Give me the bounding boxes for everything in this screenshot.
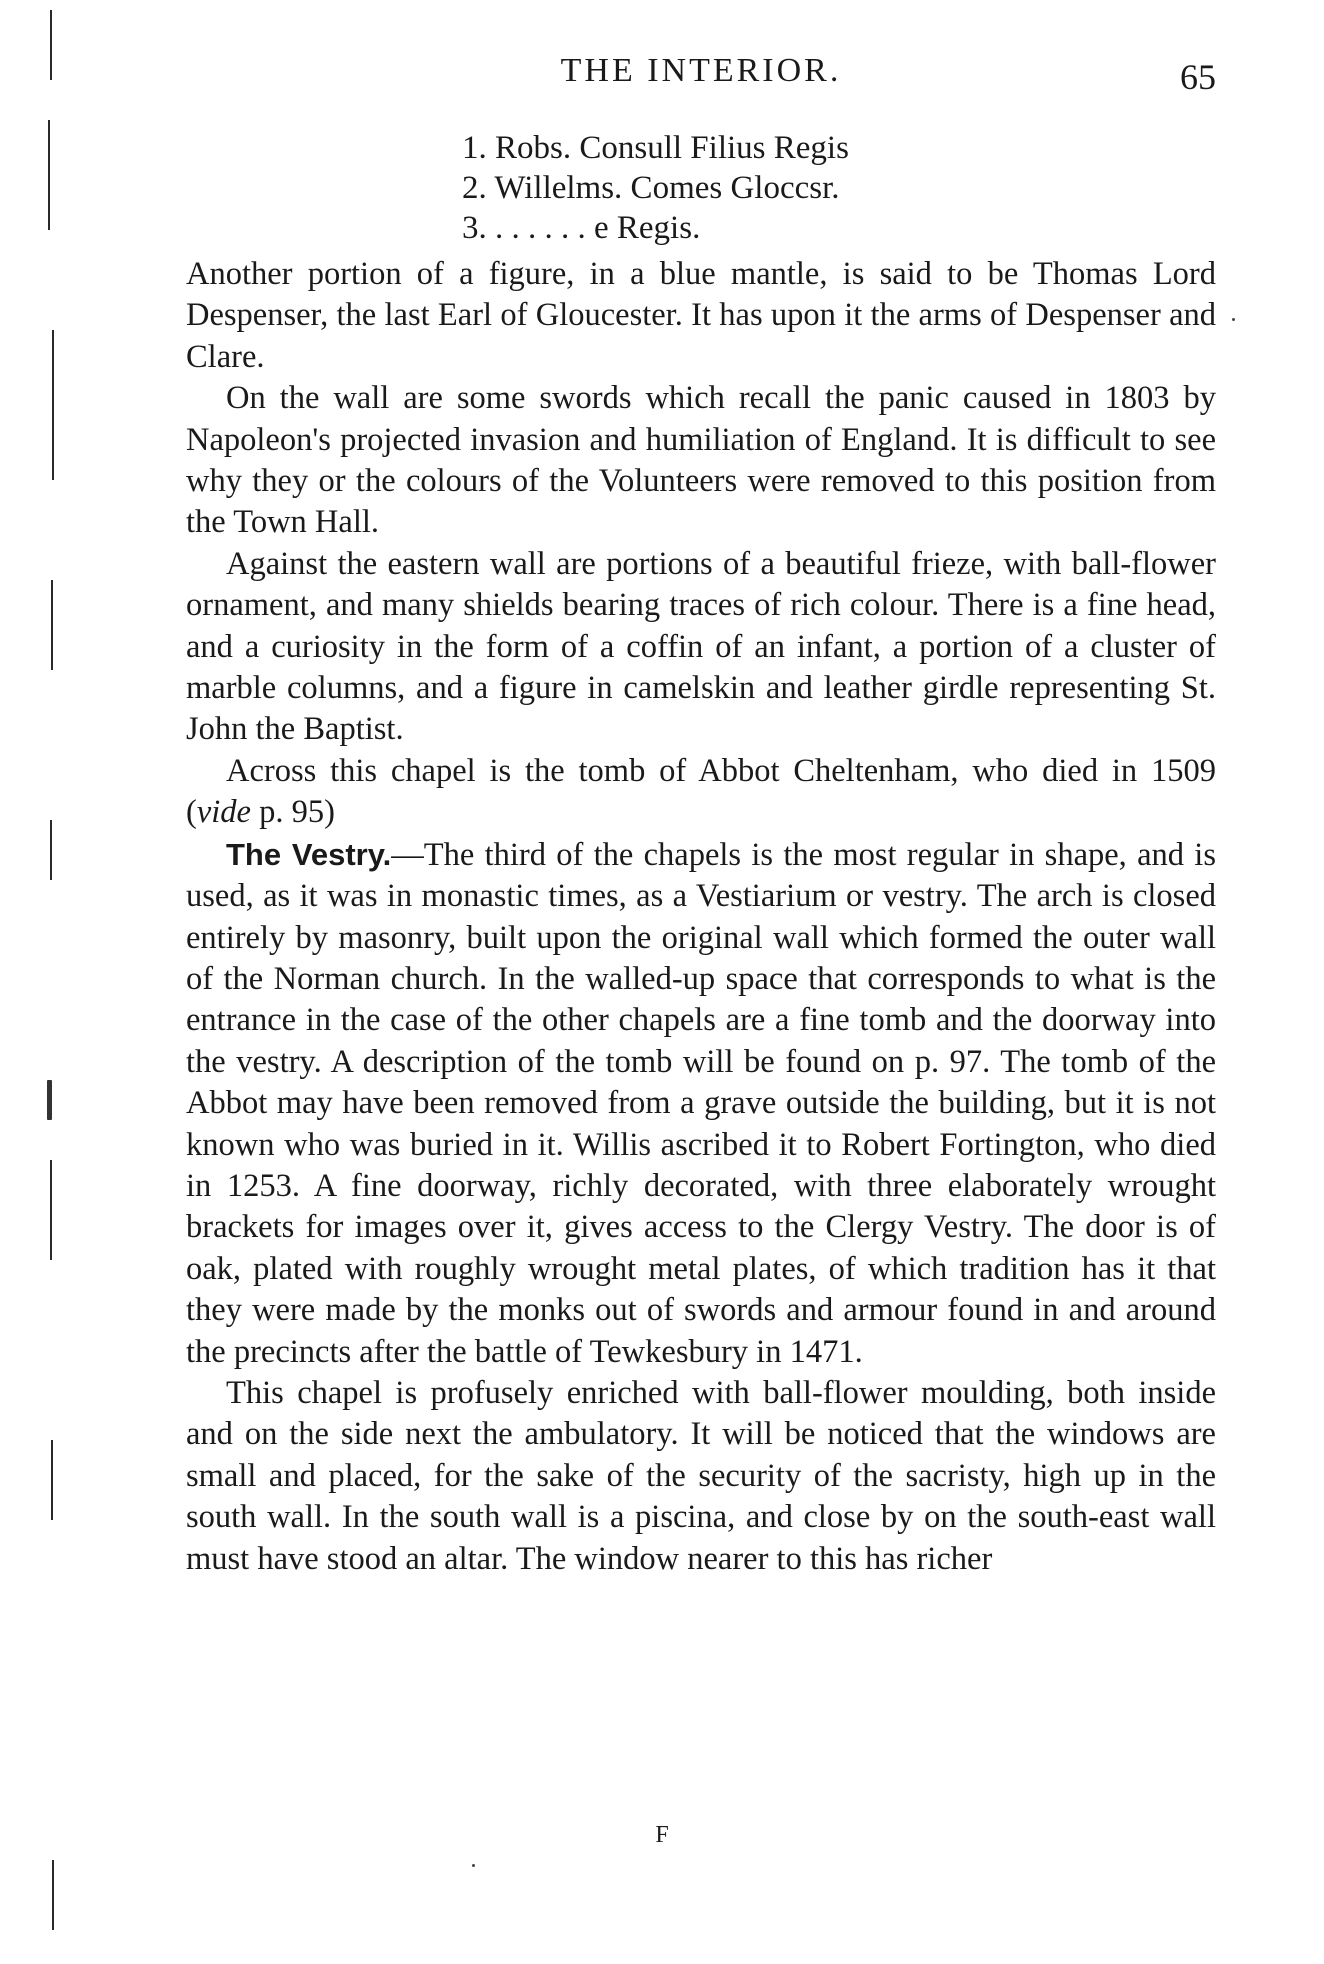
scan-speck [1232, 318, 1235, 321]
paragraph: Another portion of a figure, in a blue mantle, is said to be Thomas Lord Despenser, the last Earl of Gloucester. It has upon it the arms of Despenser and Clare. [186, 256, 1216, 375]
inscription-line: 1. Robs. Consull Filius Regis [462, 130, 849, 166]
binding-edge-mark [48, 120, 50, 230]
body-text [186, 254, 1216, 1580]
section-heading: The Vestry. [226, 836, 392, 872]
binding-edge-mark [52, 1860, 54, 1930]
running-title: THE INTERIOR. [560, 52, 842, 89]
paragraph [186, 751, 1216, 834]
binding-edge-mark [50, 1160, 52, 1260]
paragraph: This chapel is profusely enriched with ball-flower moulding, both inside and on the side next the ambulatory. It will be noticed that the windows are small and placed, for the sake of the security of the sacristy, high up in the south wall. In the south wall is a piscina, and close by on the south-east wall must have stood an altar. The window nearer to this has richer [186, 1374, 1216, 1577]
paragraph: Against the eastern wall are portions of a beautiful frieze, with ball-flower ornament, and many shields bearing traces of rich colour. There is a fine head, and a curiosity in the form of a coffin of an infant, a portion of a cluster of marble columns, and a figure in camelskin and leather girdle representing St. John the Baptist. [186, 545, 1216, 748]
page-header [186, 52, 1216, 102]
paragraph-italic: vide [196, 794, 251, 831]
signature-mark: F [655, 1822, 669, 1848]
binding-edge-mark [50, 820, 52, 880]
page-number: 65 [1180, 57, 1216, 97]
binding-edge-mark [51, 580, 53, 670]
binding-edge-mark [51, 1440, 53, 1520]
inscription-line: 2. Willelms. Comes Gloccsr. [462, 170, 840, 206]
paragraph-text: —The third of the chapels is the most regular in shape, and is used, as it was in monastic times, as a Vestiarium or vestry. The arch is closed entirely by masonry, built upon the original wall which formed the outer wall of the Norman church. In the walled-up space that corresponds to what is the entrance in the case of the other chapels are a fine tomb and the doorway into the vestry. A description of the tomb will be found on p. 97. The tomb of the Abbot may have been removed from a grave outside the building, but it is not known who was buried in it. Willis ascribed it to Robert Fortington, who died in 1253. A fine doorway, richly decorated, with three elaborately wrought brackets for images over it, gives access to the Clergy Vestry. The door is of oak, plated with roughly wrought metal plates, of which tradition has it that they were made by the monks out of swords and armour found in and around the precincts after the battle of Tewkesbury in 1471. [186, 836, 1216, 1370]
binding-edge-mark [47, 1080, 52, 1120]
binding-edge-mark [50, 10, 52, 80]
paragraph-text: Across this chapel is the tomb of Abbot Cheltenham, who died in 1509 ( [186, 752, 1216, 831]
inscription-list [462, 128, 849, 248]
binding-edge-mark [52, 330, 54, 480]
inscription-line: 3. . . . . . . e Regis. [462, 210, 701, 246]
paragraph-text: p. 95) [250, 794, 335, 831]
scan-speck [472, 1864, 475, 1867]
paragraph: On the wall are some swords which recall the panic caused in 1803 by Napoleon's projected invasion and humiliation of England. It is difficult to see why they or the colours of the Volunteers were removed to this position from the Town Hall. [186, 380, 1216, 541]
paragraph [186, 834, 1216, 1373]
